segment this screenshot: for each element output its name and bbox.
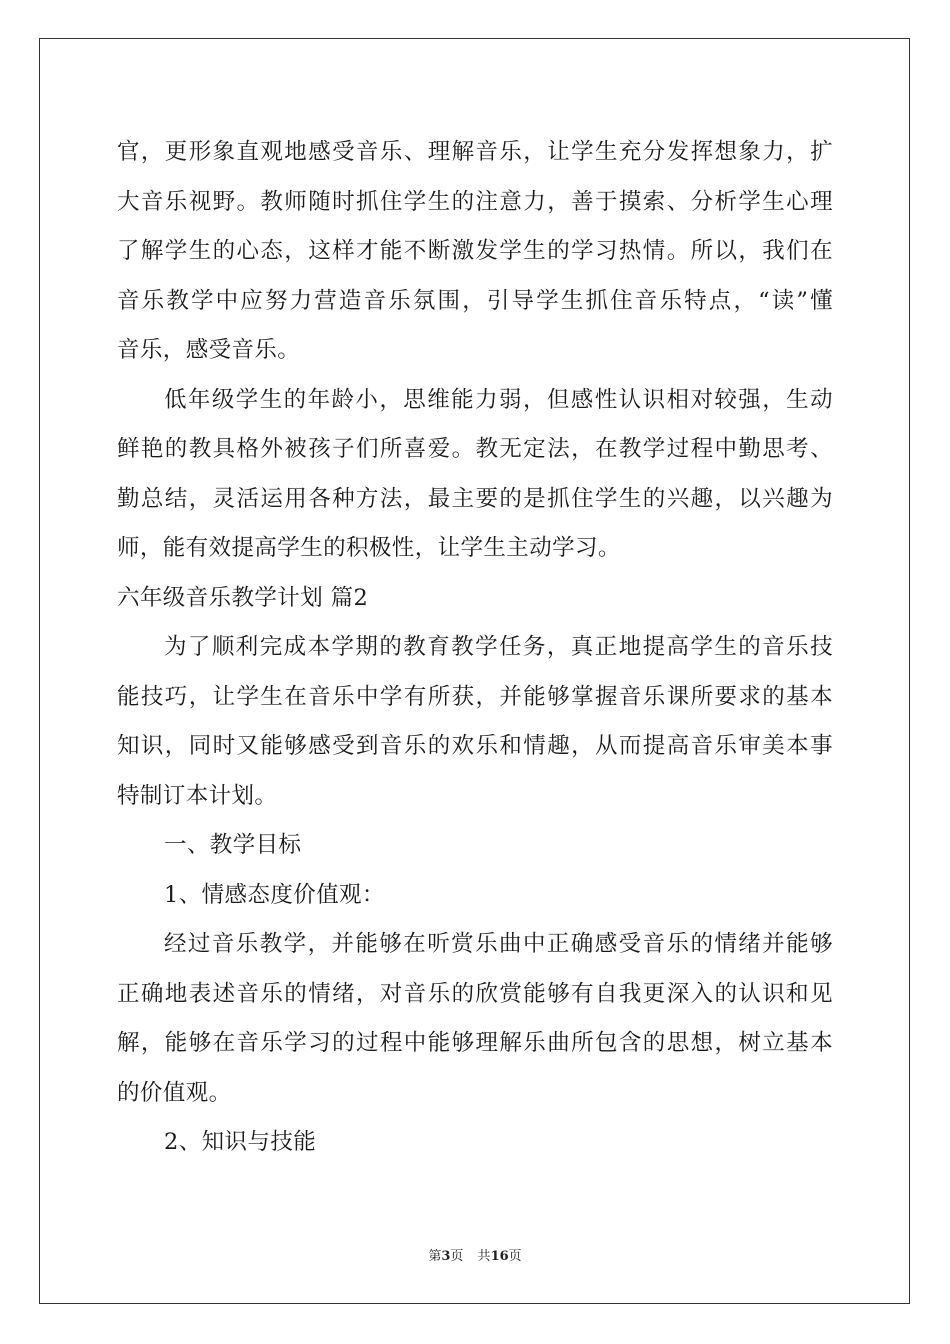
paragraph-start-line: 低年级学生的年龄小，思维能力弱，但感性认识相对较强，生动 xyxy=(164,386,833,413)
text-line: 鲜艳的教具格外被孩子们所喜爱。教无定法，在教学过程中勤思考、 xyxy=(117,436,833,462)
document-body xyxy=(117,128,833,1168)
page-prefix: 第 xyxy=(428,1249,442,1264)
text-line: 师，能有效提高学生的积极性，让学生主动学习。 xyxy=(117,535,621,561)
text-line: 解，能够在音乐学习的过程中能够理解乐曲所包含的思想，树立基本 xyxy=(117,1030,833,1056)
text-line: 音乐教学中应努力营造音乐氛围，引导学生抓住音乐特点，“读”懂 xyxy=(117,287,833,314)
subheading-knowledge-skills: 2、知识与技能 xyxy=(164,1129,317,1155)
text-line: 特制订本计划。 xyxy=(117,782,278,809)
page-indicator xyxy=(428,1249,463,1264)
text-line: 勤总结，灵活运用各种方法，最主要的是抓住学生的兴趣，以兴趣为 xyxy=(117,485,833,512)
text-line: 的价值观。 xyxy=(117,1079,232,1106)
text-line: 大音乐视野。教师随时抓住学生的注意力，善于摸索、分析学生心理 xyxy=(117,188,833,215)
total-prefix: 共 xyxy=(477,1249,491,1264)
total-suffix: 页 xyxy=(508,1249,522,1264)
page-number: 3 xyxy=(441,1249,451,1264)
total-pages: 16 xyxy=(490,1249,509,1264)
text-line: 能技巧，让学生在音乐中学有所获，并能够掌握音乐课所要求的基本 xyxy=(117,683,833,710)
paragraph-start-line: 经过音乐教学，并能够在听赏乐曲中正确感受音乐的情绪并能够 xyxy=(164,931,833,957)
subheading-values: 1、情感态度价值观： xyxy=(164,881,385,908)
text-line: 官，更形象直观地感受音乐、理解音乐，让学生充分发挥想象力，扩 xyxy=(117,139,833,165)
subheading-teaching-goals: 一、教学目标 xyxy=(164,832,302,858)
text-line: 了解学生的心态，这样才能不断激发学生的学习热情。所以，我们在 xyxy=(117,238,833,264)
paragraph-start-line: 为了顺利完成本学期的教育教学任务，真正地提高学生的音乐技 xyxy=(164,634,833,660)
page-footer xyxy=(0,1245,950,1264)
text-line: 正确地表述音乐的情绪，对音乐的欣赏能够有自我更深入的认识和见 xyxy=(117,980,833,1007)
section-heading: 六年级音乐教学计划 篇2 xyxy=(117,584,369,611)
text-line: 知识，同时又能够感受到音乐的欢乐和情趣，从而提高音乐审美本事 xyxy=(117,733,833,759)
text-line: 音乐，感受音乐。 xyxy=(117,337,301,363)
total-indicator xyxy=(478,1249,522,1264)
page-suffix: 页 xyxy=(450,1249,464,1264)
